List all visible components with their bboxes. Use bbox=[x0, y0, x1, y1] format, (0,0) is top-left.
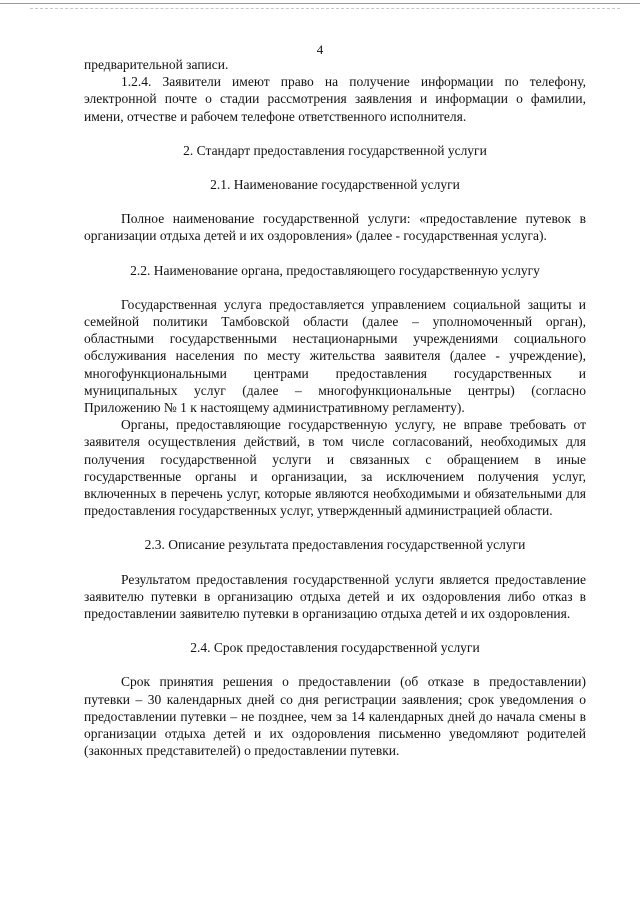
paragraph-prev-tail: предварительной записи. bbox=[84, 57, 229, 72]
scan-edge-line bbox=[30, 8, 620, 9]
section-heading-2-4: 2.4. Срок предоставления государственной услуги bbox=[190, 640, 480, 656]
scan-edge-line bbox=[0, 3, 640, 4]
section-heading-2-3: 2.3. Описание результата предоставления государственной услуги bbox=[144, 537, 526, 553]
document-body bbox=[84, 56, 586, 760]
paragraph-2-4: Срок принятия решения о предоставлении (об отказе в предоставлении) путевки – 30 календарных дней со дня регистрации заявления; срок уведомления о предоставлении путевки – не позднее, чем за 14 календарных дней до начала смены в организации отдыха детей и их оздоровления письменно уведомляют родителей (законных представителей) о предоставлении путевки. bbox=[84, 674, 586, 759]
paragraph-2-2-b: Органы, предоставляющие государственную услугу, не вправе требовать от заявителя осуществления действий, в том числе согласований, необходимых для получения государственной услуги и связанных с обращением в иные государственные органы и организации, за исключением получения услуг, включенных в перечень услуг, которые являются необходимыми и обязательными для предоставления государственных услуг, утвержденный администрацией области. bbox=[84, 417, 586, 519]
section-heading-2-1: 2.1. Наименование государственной услуги bbox=[210, 177, 460, 193]
section-heading-2: 2. Стандарт предоставления государственной услуги bbox=[183, 142, 487, 158]
paragraph-2-1: Полное наименование государственной услуги: «предоставление путевок в организации отдыха детей и их оздоровления» (далее - государственная услуга). bbox=[84, 211, 586, 244]
section-heading-2-2: 2.2. Наименование органа, предоставляющего государственную услугу bbox=[130, 262, 540, 278]
page-number: 4 bbox=[316, 42, 324, 57]
paragraph-1-2-4: 1.2.4. Заявители имеют право на получение информации по телефону, электронной почте о стадии рассмотрения заявления и информации о фамилии, имени, отчестве и рабочем телефоне ответственного исполнителя. bbox=[84, 74, 586, 124]
paragraph-2-2-a: Государственная услуга предоставляется управлением социальной защиты и семейной политики Тамбовской области (далее – уполномоченный орган), областными государственными нестационарными учреждениями социального обслуживания населения по месту жительства заявителя (далее - учреждение), многофункциональными центрами предоставления государственных и муниципальных услуг (далее – многофункциональные центры) (согласно Приложению № 1 к настоящему административному регламенту). bbox=[84, 296, 586, 416]
paragraph-2-3: Результатом предоставления государственной услуги является предоставление заявителю путевки в организацию отдыха детей и их оздоровления либо отказ в предоставлении заявителю путевки в организацию отдыха детей и их оздоровления. bbox=[84, 571, 586, 622]
